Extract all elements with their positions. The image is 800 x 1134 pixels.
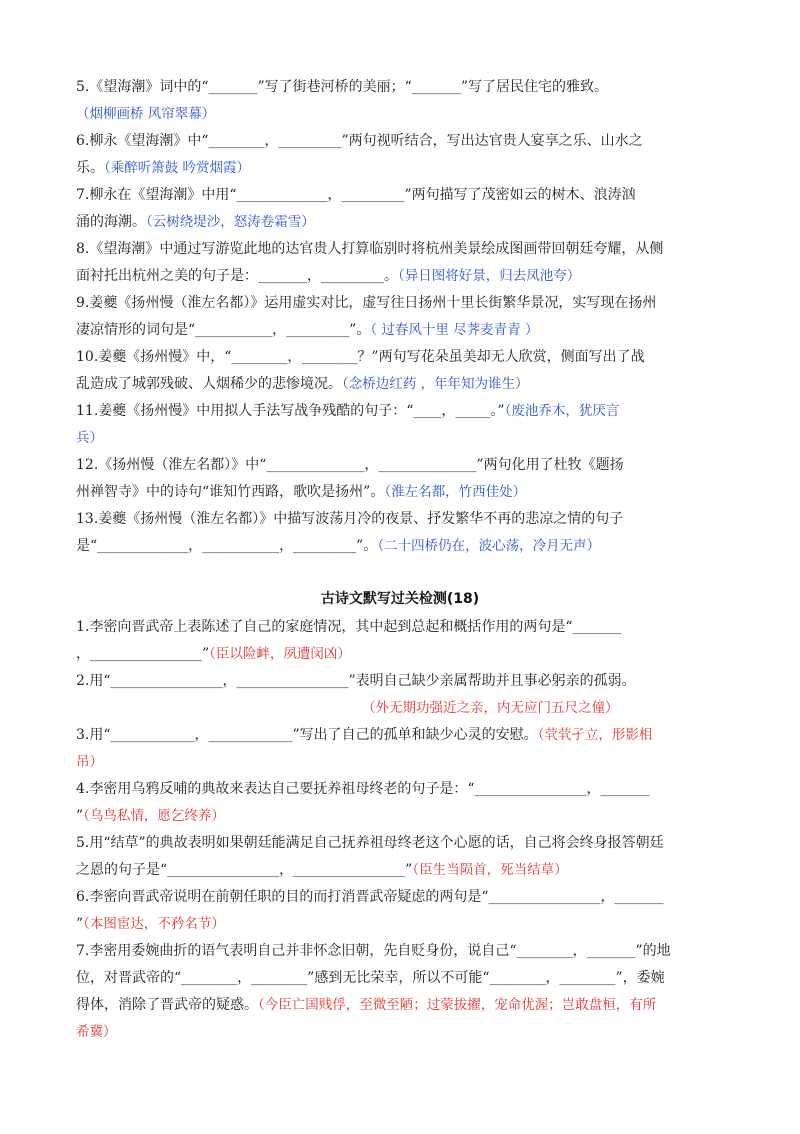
question-line	[76, 131, 643, 151]
question-text: ”	[76, 808, 84, 824]
question-line	[76, 455, 624, 475]
answer-text: （今臣亡国贱俘，至微至陋；过蒙拔擢，宠命优渥；岂敢盘桓，有所	[258, 997, 657, 1013]
question-text: 4.李密用乌鸦反哺的典故来表达自己要抚养祖母终老的句子是：“________________，_______	[76, 781, 650, 797]
answer-text: （淮左名都，竹西佳处）	[384, 484, 527, 500]
question-text: 5.《望海潮》词中的“_______”写了街巷河桥的美丽；“_______”写了居民住宅的雅致。	[76, 79, 608, 95]
question-text: 位，对晋武帝的“________，________”感到无比荣幸，所以不可能“________，________”，委婉	[76, 970, 665, 986]
answer-text: （异日图将好景，归去凤池夸）	[398, 268, 581, 284]
answer-text: （外无期功强近之亲，内无应门五尺之僮）	[362, 700, 619, 716]
question-line	[76, 779, 650, 799]
question-line	[76, 185, 636, 205]
question-line	[76, 401, 619, 421]
question-text: 13.姜夔《扬州慢（淮左名都）》中描写波荡月冷的夜景、抒发繁华不再的悲凉之情的句子	[76, 511, 624, 527]
question-line	[76, 941, 671, 961]
question-text: 6.柳永《望海潮》中“________，_________”两句视听结合，写出达官贵人宴享之乐、山水之	[76, 133, 643, 149]
question-line	[76, 725, 652, 745]
question-text: ，________________”	[76, 646, 210, 662]
question-line	[76, 536, 600, 556]
answer-text: （臣生当陨首，死当结草）	[412, 862, 568, 878]
question-text: 12.《扬州慢（淮左名都）》中“______________，______________”两句化用了杜牧《题扬	[76, 457, 624, 473]
question-line	[76, 482, 526, 502]
answer-text: （乌鸟私情，愿乞终养）	[83, 808, 225, 824]
question-line	[76, 158, 250, 178]
question-text: 5.用“结草”的典故表明如果朝廷能满足自己抚养祖母终老这个心愿的话，自己将会终身报答朝廷	[76, 835, 664, 851]
answer-line	[76, 428, 103, 448]
answer-text: （二十四桥仍在，波心荡，冷月无声）	[377, 538, 601, 554]
question-text: 面衬托出杭州之美的句子是：_______，_________。	[76, 268, 398, 284]
question-line	[76, 347, 645, 367]
question-line	[76, 806, 225, 826]
section-title: 古诗文默写过关检测(18)	[320, 591, 480, 607]
question-line	[76, 887, 664, 907]
question-line	[76, 914, 225, 934]
question-line	[76, 968, 665, 988]
question-text: 1.李密向晋武帝上表陈述了自己的家庭情况，其中起到总起和概括作用的两句是“_______	[76, 619, 622, 635]
question-line	[76, 644, 351, 664]
question-line	[76, 212, 315, 232]
question-text: 得体，消除了晋武帝的疑惑。	[76, 997, 258, 1013]
question-line	[76, 509, 623, 529]
question-line	[76, 617, 622, 637]
answer-text: （云树绕堤沙，怒涛卷霜雪）	[146, 214, 315, 230]
answer-line	[76, 1022, 117, 1042]
question-text: 是“_____________，___________，_________”。	[76, 538, 378, 554]
question-line	[76, 239, 663, 259]
question-text: 乐。	[76, 160, 104, 176]
question-text: 11.姜夔《扬州慢》中用拟人手法写战争残酷的句子：“____，_____。”	[76, 403, 505, 419]
question-line	[76, 995, 656, 1015]
answer-text: （ 过春风十里 尽荠麦青青 ）	[370, 322, 539, 338]
question-text: 3.用“____________，____________”写出了自己的孤单和缺少心灵的安慰。	[76, 727, 538, 743]
question-text: ”	[76, 916, 84, 932]
question-line	[76, 671, 636, 691]
question-text: 10.姜夔《扬州慢》中，“________，________？”两句写花朵虽美却无人欣赏，侧面写出了战	[76, 349, 645, 365]
answer-text: 兵）	[76, 430, 103, 446]
answer-line	[76, 752, 103, 772]
answer-text: （乘醉听箫鼓 吟赏烟霞）	[104, 160, 251, 176]
question-line	[76, 293, 656, 313]
question-text: 涌的海潮。	[76, 214, 146, 230]
question-text: 凄凉情形的词句是“___________，_________”。	[76, 322, 371, 338]
question-text: 2.用“________________，________________”表明自己缺少亲属帮助并且事必躬亲的孤弱。	[76, 673, 636, 689]
answer-text: （废池乔木，犹厌言	[504, 403, 620, 419]
answer-text: （念桥边红药 ，年年知为谁生）	[342, 376, 529, 392]
answer-text: （烟柳画桥 风帘翠幕）	[76, 106, 216, 122]
question-text: 9.姜夔《扬州慢（淮左名都）》运用虚实对比，虚写往日扬州十里长街繁华景况，实写现在扬州	[76, 295, 657, 311]
question-line	[76, 320, 538, 340]
question-text: 乱造成了城郭残破、人烟稀少的悲惨境况。	[76, 376, 342, 392]
answer-text: 吊）	[76, 754, 103, 770]
question-text: 8.《望海潮》中通过写游览此地的达官贵人打算临别时将杭州美景绘成图画带回朝廷夸耀，从侧	[76, 241, 664, 257]
question-line	[76, 860, 568, 880]
question-line	[76, 266, 580, 286]
question-line	[76, 77, 608, 97]
answer-text: （臣以险衅，夙遭闵凶）	[209, 646, 351, 662]
question-text: 州禅智寺》中的诗句“谁知竹西路，歌吹是扬州”。	[76, 484, 385, 500]
answer-text: （茕茕孑立，形影相	[537, 727, 653, 743]
question-text: 之恩的句子是“________________，________________”	[76, 862, 413, 878]
answer-line	[76, 104, 215, 124]
answer-line	[362, 698, 619, 718]
question-line	[76, 374, 529, 394]
question-line	[76, 833, 664, 853]
question-text: 7.柳永在《望海潮》中用“_____________，_________”两句描写了茂密如云的树木、浪涛汹	[76, 187, 636, 203]
answer-text: （本图宦达，不矜名节）	[83, 916, 225, 932]
question-text: 7.李密用委婉曲折的语气表明自己并非怀念旧朝，先自贬身份，说自己“________，_______”的地	[76, 943, 671, 959]
question-text: 6.李密向晋武帝说明在前朝任职的目的而打消晋武帝疑虑的两句是“________________，_______	[76, 889, 664, 905]
answer-text: 希冀）	[76, 1024, 117, 1040]
